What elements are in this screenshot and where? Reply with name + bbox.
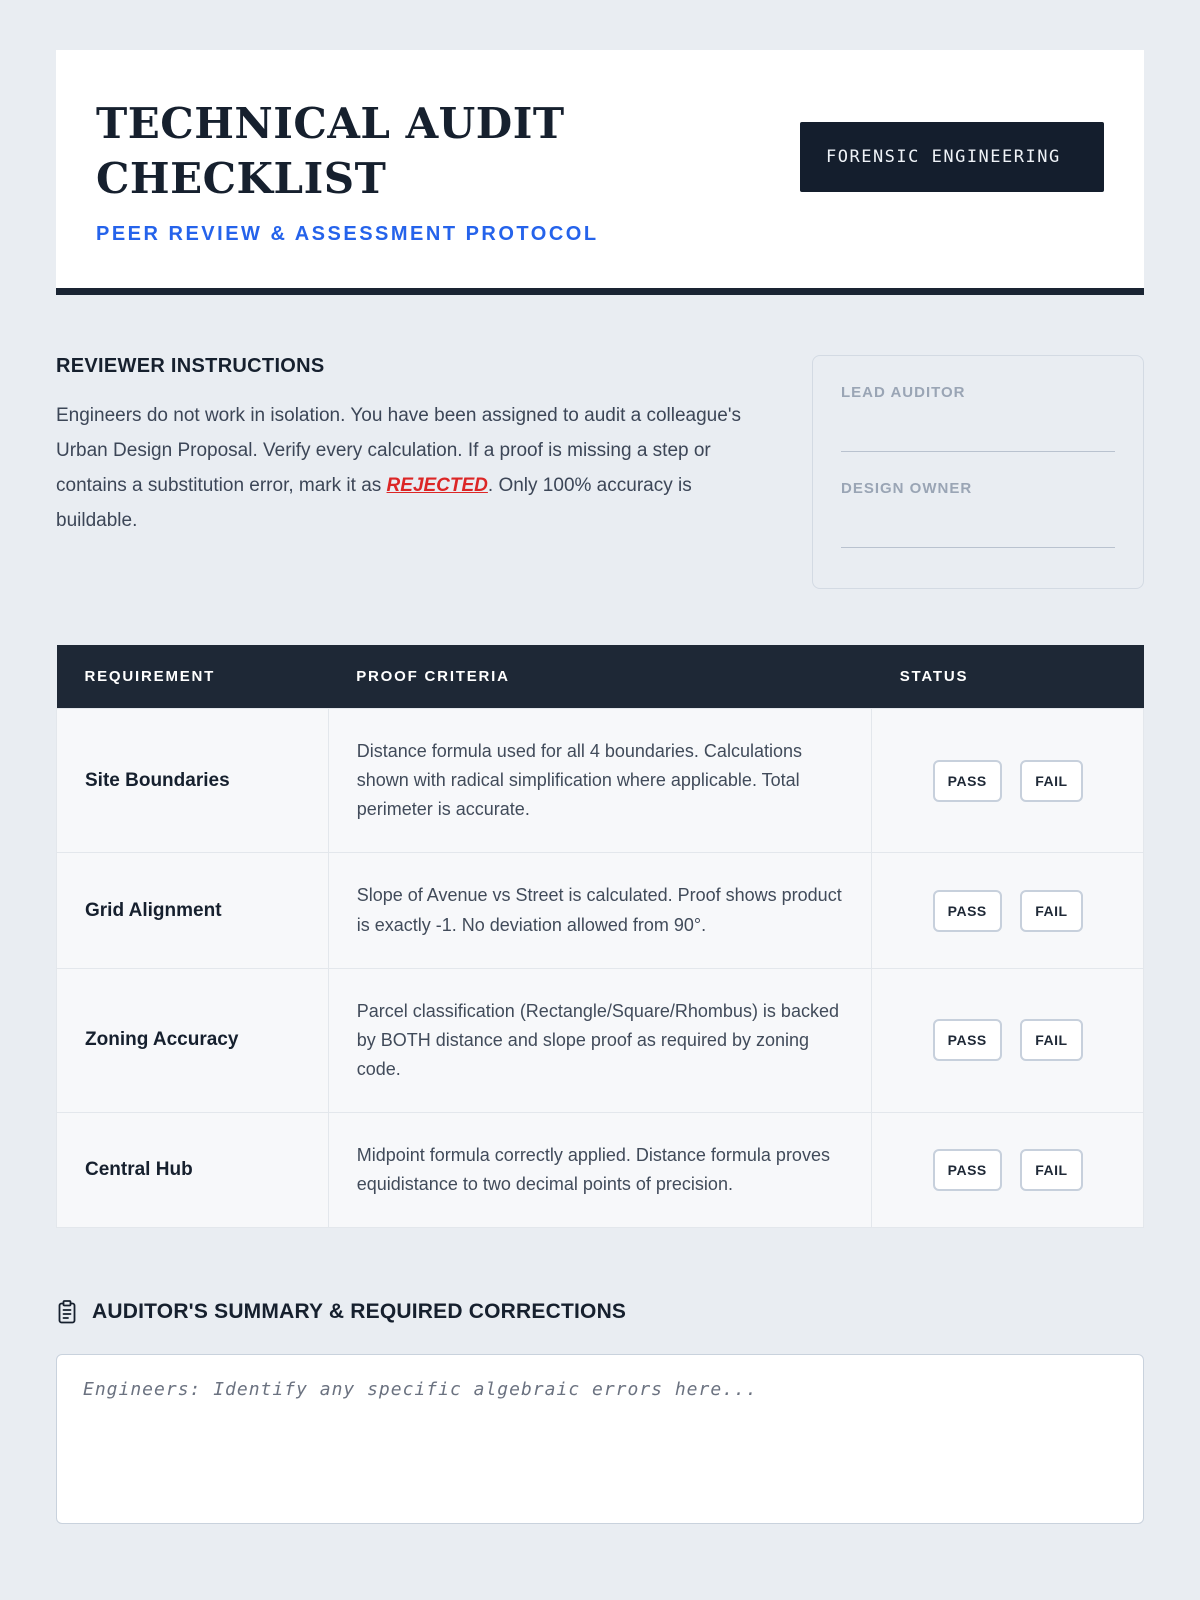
instructions-text-after: . Only 100% accuracy is buildable.: [56, 475, 692, 532]
pass-button[interactable]: PASS: [933, 890, 1002, 932]
pass-button[interactable]: PASS: [933, 760, 1002, 802]
requirement-cell: Site Boundaries: [57, 708, 329, 852]
intro-section: [56, 355, 1144, 589]
page-subtitle: PEER REVIEW & ASSESSMENT PROTOCOL: [96, 222, 599, 245]
design-owner-label: DESIGN OWNER: [841, 479, 973, 497]
clipboard-icon: [56, 1300, 78, 1324]
audit-checklist-table: [56, 645, 1144, 1229]
header-titles: [96, 96, 676, 246]
summary-section-header: [56, 1300, 1144, 1324]
signoff-box: [812, 355, 1144, 589]
pass-button[interactable]: PASS: [933, 1149, 1002, 1191]
requirement-cell: Zoning Accuracy: [57, 968, 329, 1112]
reviewer-instructions: [56, 355, 768, 539]
criteria-cell: Midpoint formula correctly applied. Distance formula proves equidistance to two decimal points of precision.: [328, 1113, 872, 1228]
summary-heading: AUDITOR'S SUMMARY & REQUIRED CORRECTIONS: [92, 1300, 627, 1324]
rejected-keyword: REJECTED: [386, 475, 488, 497]
table-header-row: [57, 645, 1144, 709]
table-row-central-hub: [57, 1113, 1144, 1228]
column-header-status: STATUS: [872, 645, 1144, 709]
forensic-engineering-badge: FORENSIC ENGINEERING: [800, 122, 1104, 192]
status-cell: [872, 1113, 1144, 1228]
table-row-site-boundaries: [57, 708, 1144, 852]
fail-button[interactable]: FAIL: [1020, 1019, 1082, 1061]
page-title: TECHNICAL AUDIT CHECKLIST: [96, 99, 565, 204]
status-cell: [872, 968, 1144, 1112]
pass-button[interactable]: PASS: [933, 1019, 1002, 1061]
header-card: [56, 50, 1144, 295]
column-header-proof-criteria: PROOF CRITERIA: [328, 645, 872, 709]
criteria-cell: Slope of Avenue vs Street is calculated. Proof shows product is exactly -1. No deviation allowed from 90°.: [328, 853, 872, 968]
design-owner-signature-line: [841, 547, 1115, 548]
requirement-cell: Grid Alignment: [57, 853, 329, 968]
summary-textarea[interactable]: [56, 1354, 1144, 1524]
instructions-body: [56, 398, 756, 539]
column-header-requirement: REQUIREMENT: [57, 645, 329, 709]
criteria-cell: Distance formula used for all 4 boundaries. Calculations shown with radical simplification where applicable. Total perimeter is accurate.: [328, 708, 872, 852]
fail-button[interactable]: FAIL: [1020, 890, 1082, 932]
instructions-heading: REVIEWER INSTRUCTIONS: [56, 354, 325, 377]
lead-auditor-label: LEAD AUDITOR: [841, 383, 966, 401]
status-cell: [872, 853, 1144, 968]
fail-button[interactable]: FAIL: [1020, 1149, 1082, 1191]
fail-button[interactable]: FAIL: [1020, 760, 1082, 802]
table-row-grid-alignment: [57, 853, 1144, 968]
status-cell: [872, 708, 1144, 852]
table-row-zoning-accuracy: [57, 968, 1144, 1112]
instructions-text-before: Engineers do not work in isolation. You have been assigned to audit a colleague's Urban Design Proposal. Verify every calculation. If a proof is missing a step or contains a substitution error, mark it as: [56, 404, 741, 497]
lead-auditor-signature-line: [841, 451, 1115, 452]
requirement-cell: Central Hub: [57, 1113, 329, 1228]
criteria-cell: Parcel classification (Rectangle/Square/Rhombus) is backed by BOTH distance and slope proof as required by zoning code.: [328, 968, 872, 1112]
